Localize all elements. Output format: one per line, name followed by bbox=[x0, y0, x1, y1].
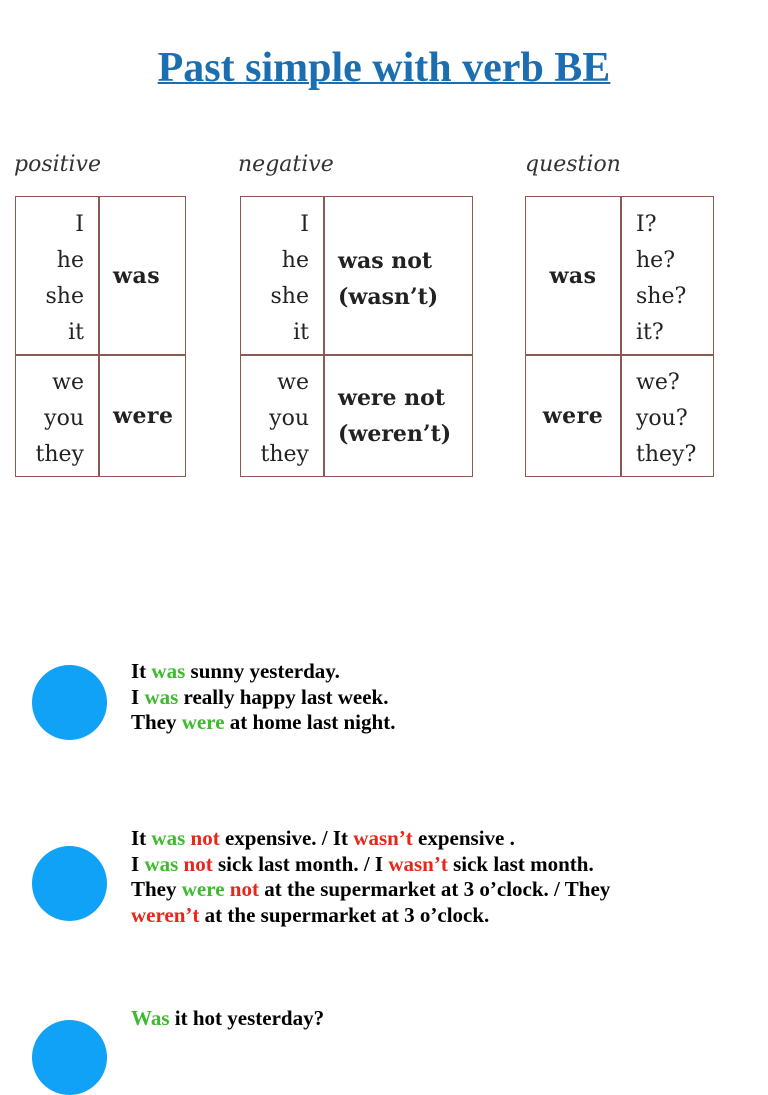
negative-examples: It was not expensive. / It wasn’t expensive . I was not sick last month. / I wasn’t sick last month. They were not at the supermarket at 3 o’clock. / They weren’t at the supermarket at 3 o’clock. bbox=[131, 826, 611, 927]
negative-table bbox=[240, 196, 473, 477]
positive-label: positive bbox=[14, 152, 101, 177]
bullet-icon bbox=[32, 846, 107, 921]
negative-label: negative bbox=[238, 152, 334, 177]
verb-cell: was bbox=[113, 262, 161, 289]
verb-cell: were bbox=[113, 403, 174, 429]
pronoun-cell: we you they bbox=[35, 370, 84, 467]
pronoun-cell: I? he? she? it? bbox=[636, 212, 687, 345]
verb-cell: was bbox=[549, 262, 597, 289]
positive-examples: It was sunny yesterday. I was really happy last week. They were at home last night. bbox=[131, 659, 396, 734]
positive-table bbox=[15, 196, 186, 477]
question-label: question bbox=[525, 152, 621, 177]
bullet-icon bbox=[32, 665, 107, 740]
page-title: Past simple with verb BE bbox=[157, 45, 611, 91]
verb-cell: were bbox=[542, 403, 604, 429]
pronoun-cell: I he she it bbox=[45, 212, 84, 345]
question-examples: Was it hot yesterday? bbox=[131, 1006, 325, 1030]
pronoun-cell: we you they bbox=[260, 370, 309, 467]
verb-cell: were not (weren’t) bbox=[338, 385, 452, 447]
pronoun-cell: I he she it bbox=[270, 212, 309, 345]
pronoun-cell: we? you? they? bbox=[636, 370, 697, 467]
question-table bbox=[525, 196, 714, 477]
bullet-icon bbox=[32, 1020, 107, 1095]
verb-cell: was not (wasn’t) bbox=[338, 248, 439, 310]
